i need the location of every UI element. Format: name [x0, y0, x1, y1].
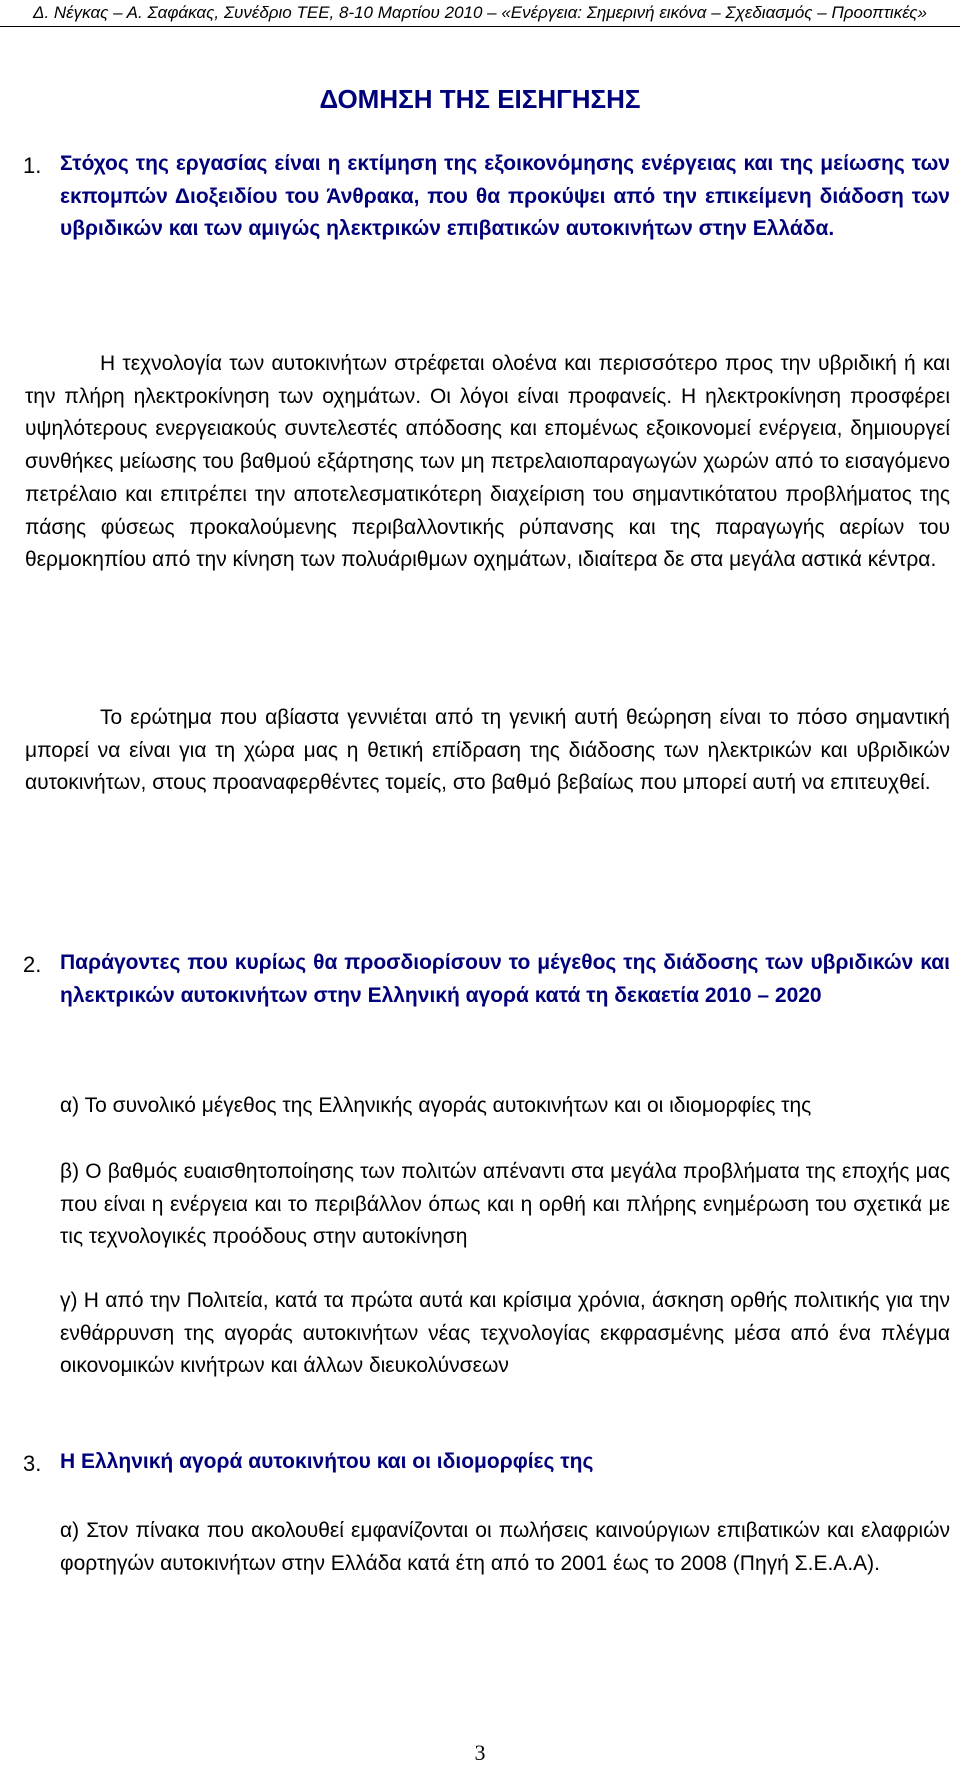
section-2-item-b: β) Ο βαθμός ευαισθητοποίησης των πολιτών απέναντι στα μεγάλα προβλήματα της εποχής μας που είναι η ενέργεια και το περιβάλλον όπως και η ορθή και πλήρης ενημέρωση του σχετικά με τις τεχνολογικές προόδους στην αυτοκίνηση: [60, 1160, 950, 1249]
section-3-number: 3.: [23, 1451, 42, 1476]
section-3-heading: Η Ελληνική αγορά αυτοκινήτου και οι ιδιομορφίες της: [60, 1450, 594, 1473]
section-2-item-a: α) Το συνολικό μέγεθος της Ελληνικής αγοράς αυτοκινήτων και οι ιδιομορφίες της: [60, 1094, 812, 1117]
page-title: ΔΟΜΗΣΗ ΤΗΣ ΕΙΣΗΓΗΣΗΣ: [319, 84, 641, 114]
section-1-paragraph-2: Το ερώτημα που αβίαστα γεννιέται από τη γενική αυτή θεώρηση είναι το πόσο σημαντική μπορεί να είναι για τη χώρα μας η θετική επίδραση της διάδοσης των ηλεκτρικών και υβριδικών αυτοκινήτων, στους προαναφερθέντες τομείς, στο βαθμό βεβαίως που μπορεί αυτή να επιτευχθεί.: [25, 706, 950, 795]
page-number: 3: [474, 1740, 486, 1765]
header-divider: [0, 26, 960, 27]
section-1-paragraph-1: Η τεχνολογία των αυτοκινήτων στρέφεται ολοένα και περισσότερο προς την υβριδική ή και την πλήρη ηλεκτροκίνηση των οχημάτων. Οι λόγοι είναι προφανείς. Η ηλεκτροκίνηση προσφέρει υψηλότερους ενεργειακούς συντελεστές απόδοσης και επομένως εξοικονομεί ενέργεια, δημιουργεί συνθήκες μείωσης του βαθμού εξάρτησης των μη πετρελαιοπαραγωγών χωρών από το εισαγόμενο πετρέλαιο και επιτρέπει την αποτελεσματικότερη διαχείριση του σημαντικότατου προβλήματος της πάσης φύσεως προκαλούμενης περιβαλλοντικής ρύπανσης και της παραγωγής αερίων του θερμοκηπίου από την κίνηση των πολυάριθμων οχημάτων, ιδιαίτερα δε στα μεγάλα αστικά κέντρα.: [25, 352, 950, 572]
section-2-heading: Παράγοντες που κυρίως θα προσδιορίσουν το μέγεθος της διάδοσης των υβριδικών και ηλεκτρικών αυτοκινήτων στην Ελληνική αγορά κατά τη δεκαετία 2010 – 2020: [60, 951, 950, 1007]
section-3-item-a: α) Στον πίνακα που ακολουθεί εμφανίζονται οι πωλήσεις καινούργιων επιβατικών και ελαφριών φορτηγών αυτοκινήτων στην Ελλάδα κατά έτη από το 2001 έως το 2008 (Πηγή Σ.Ε.Α.Α).: [60, 1519, 950, 1575]
section-1-number: 1.: [23, 153, 42, 178]
section-2-number: 2.: [23, 952, 42, 977]
section-2-item-c: γ) Η από την Πολιτεία, κατά τα πρώτα αυτά και κρίσιμα χρόνια, άσκηση ορθής πολιτικής για την ενθάρρυνση της αγοράς αυτοκινήτων νέας τεχνολογίας εκφρασμένης μέσα από ένα πλέγμα οικονομικών κινήτρων και άλλων διευκολύνσεων: [60, 1289, 950, 1378]
section-1-heading: Στόχος της εργασίας είναι η εκτίμηση της εξοικονόμησης ενέργειας και της μείωσης των εκπομπών Διοξειδίου του Άνθρακα, που θα προκύψει από την επικείμενη διάδοση των υβριδικών και των αμιγώς ηλεκτρικών επιβατικών αυτοκινήτων στην Ελλάδα.: [60, 152, 950, 241]
running-header: Δ. Νέγκας – Α. Σαφάκας, Συνέδριο ΤΕΕ, 8-10 Μαρτίου 2010 – «Ενέργεια: Σημερινή εικόνα – Σχεδιασμός – Προοπτικές»: [33, 3, 927, 22]
